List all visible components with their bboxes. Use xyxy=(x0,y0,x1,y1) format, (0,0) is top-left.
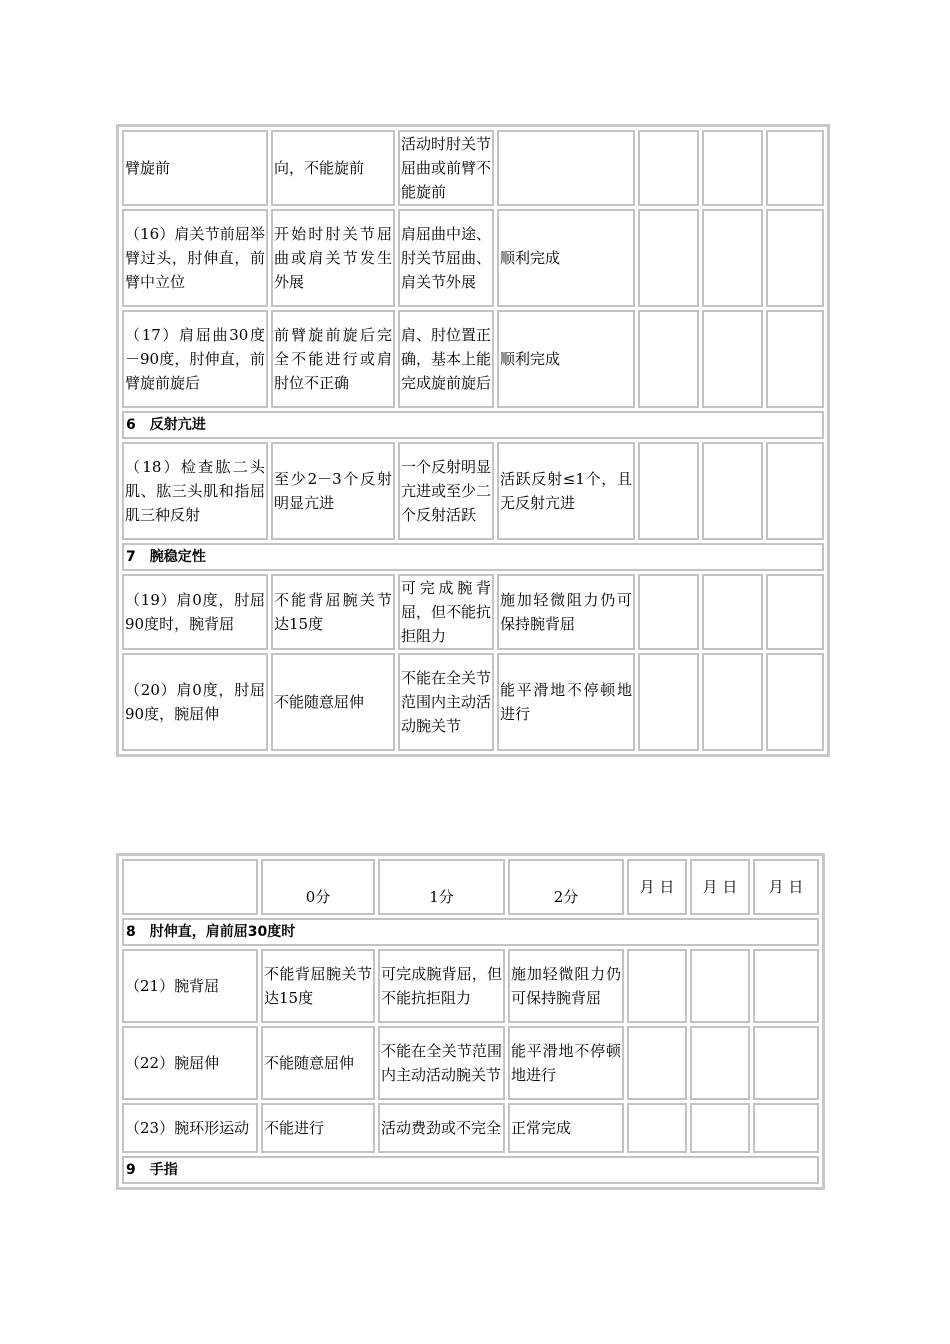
date-1-cell xyxy=(638,209,699,307)
table-row xyxy=(122,1103,819,1153)
assessment-table-1 xyxy=(116,124,830,757)
date-3-cell xyxy=(766,653,824,751)
item-cell: （23）腕环形运动 xyxy=(122,1103,258,1153)
date-1-cell xyxy=(627,1026,687,1100)
table-row xyxy=(122,574,824,650)
item-cell: （20）肩0度，肘屈90度，腕屈伸 xyxy=(122,653,268,751)
date-2-cell xyxy=(702,310,763,408)
table-row xyxy=(122,442,824,540)
score-0-cell: 不能随意屈伸 xyxy=(271,653,395,751)
score-0-cell: 不能进行 xyxy=(261,1103,375,1153)
section-title: 8 肘伸直，肩前屈30度时 xyxy=(122,918,819,946)
date-3-cell xyxy=(753,949,819,1023)
item-cell: （19）肩0度，肘屈90度时，腕背屈 xyxy=(122,574,268,650)
date-3-cell xyxy=(766,574,824,650)
item-cell: （16）肩关节前屈举臂过头，肘伸直，前臂中立位 xyxy=(122,209,268,307)
score-0-cell: 向，不能旋前 xyxy=(271,130,395,206)
date-2-cell xyxy=(702,653,763,751)
score-0-cell: 前臂旋前旋后完全不能进行或肩肘位不正确 xyxy=(271,310,395,408)
score-0-cell: 不能随意屈伸 xyxy=(261,1026,375,1100)
date-1-cell xyxy=(638,574,699,650)
item-cell: （22）腕屈伸 xyxy=(122,1026,258,1100)
section-row xyxy=(122,411,824,439)
date-2-cell xyxy=(690,1026,750,1100)
date-1-cell xyxy=(638,310,699,408)
score-1-cell: 不能在全关节范围内主动活动腕关节 xyxy=(398,653,494,751)
date-2-cell xyxy=(702,442,763,540)
date-3-cell xyxy=(753,1026,819,1100)
item-cell: （21）腕背屈 xyxy=(122,949,258,1023)
score-1-cell: 不能在全关节范围内主动活动腕关节 xyxy=(378,1026,505,1100)
date-1-cell xyxy=(638,653,699,751)
table-row xyxy=(122,209,824,307)
assessment-table-2 xyxy=(116,853,825,1190)
date-2-cell xyxy=(690,949,750,1023)
table-2-body xyxy=(122,918,819,1184)
header-date-2: 月 日 xyxy=(690,859,750,915)
table-row xyxy=(122,130,824,206)
score-1-cell: 一个反射明显亢进或至少二个反射活跃 xyxy=(398,442,494,540)
date-3-cell xyxy=(766,209,824,307)
item-cell: 臂旋前 xyxy=(122,130,268,206)
score-1-cell: 可完成腕背屈，但不能抗拒阻力 xyxy=(378,949,505,1023)
header-score-2: 2分 xyxy=(508,859,624,915)
date-3-cell xyxy=(753,1103,819,1153)
score-2-cell: 施加轻微阻力仍可保持腕背屈 xyxy=(497,574,635,650)
date-2-cell xyxy=(690,1103,750,1153)
score-2-cell: 能平滑地不停顿地进行 xyxy=(508,1026,624,1100)
score-2-cell: 施加轻微阻力仍可保持腕背屈 xyxy=(508,949,624,1023)
header-score-0: 0分 xyxy=(261,859,375,915)
header-date-3: 月 日 xyxy=(753,859,819,915)
score-1-cell: 可完成腕背屈，但不能抗拒阻力 xyxy=(398,574,494,650)
score-0-cell: 开始时肘关节屈曲或肩关节发生外展 xyxy=(271,209,395,307)
table-2-header xyxy=(122,859,819,915)
score-0-cell: 不能背屈腕关节达15度 xyxy=(261,949,375,1023)
score-1-cell: 活动时肘关节屈曲或前臂不能旋前 xyxy=(398,130,494,206)
score-1-cell: 肩屈曲中途、肘关节屈曲、肩关节外展 xyxy=(398,209,494,307)
date-1-cell xyxy=(627,1103,687,1153)
score-2-cell: 顺利完成 xyxy=(497,209,635,307)
date-2-cell xyxy=(702,209,763,307)
section-row xyxy=(122,1156,819,1184)
date-3-cell xyxy=(766,130,824,206)
score-0-cell: 不能背屈腕关节达15度 xyxy=(271,574,395,650)
date-2-cell xyxy=(702,574,763,650)
table-row xyxy=(122,653,824,751)
score-1-cell: 肩、肘位置正确，基本上能完成旋前旋后 xyxy=(398,310,494,408)
date-2-cell xyxy=(702,130,763,206)
score-2-cell xyxy=(497,130,635,206)
score-2-cell: 能平滑地不停顿地进行 xyxy=(497,653,635,751)
score-2-cell: 顺利完成 xyxy=(497,310,635,408)
section-row xyxy=(122,918,819,946)
score-1-cell: 活动费劲或不完全 xyxy=(378,1103,505,1153)
score-0-cell: 至少2－3个反射明显亢进 xyxy=(271,442,395,540)
score-2-cell: 正常完成 xyxy=(508,1103,624,1153)
date-1-cell xyxy=(627,949,687,1023)
table-1-body xyxy=(122,130,824,751)
table-row xyxy=(122,310,824,408)
table-row xyxy=(122,949,819,1023)
date-1-cell xyxy=(638,130,699,206)
date-3-cell xyxy=(766,442,824,540)
header-row xyxy=(122,859,819,915)
header-date-1: 月 日 xyxy=(627,859,687,915)
item-cell: （18）检查肱二头肌、肱三头肌和指屈肌三种反射 xyxy=(122,442,268,540)
item-cell: （17）肩屈曲30度－90度，肘伸直，前臂旋前旋后 xyxy=(122,310,268,408)
table-row xyxy=(122,1026,819,1100)
section-title: 9 手指 xyxy=(122,1156,819,1184)
section-title: 6 反射亢进 xyxy=(122,411,824,439)
score-2-cell: 活跃反射≤1个，且无反射亢进 xyxy=(497,442,635,540)
header-blank-cell xyxy=(122,859,258,915)
section-title: 7 腕稳定性 xyxy=(122,543,824,571)
date-3-cell xyxy=(766,310,824,408)
header-score-1: 1分 xyxy=(378,859,505,915)
date-1-cell xyxy=(638,442,699,540)
section-row xyxy=(122,543,824,571)
